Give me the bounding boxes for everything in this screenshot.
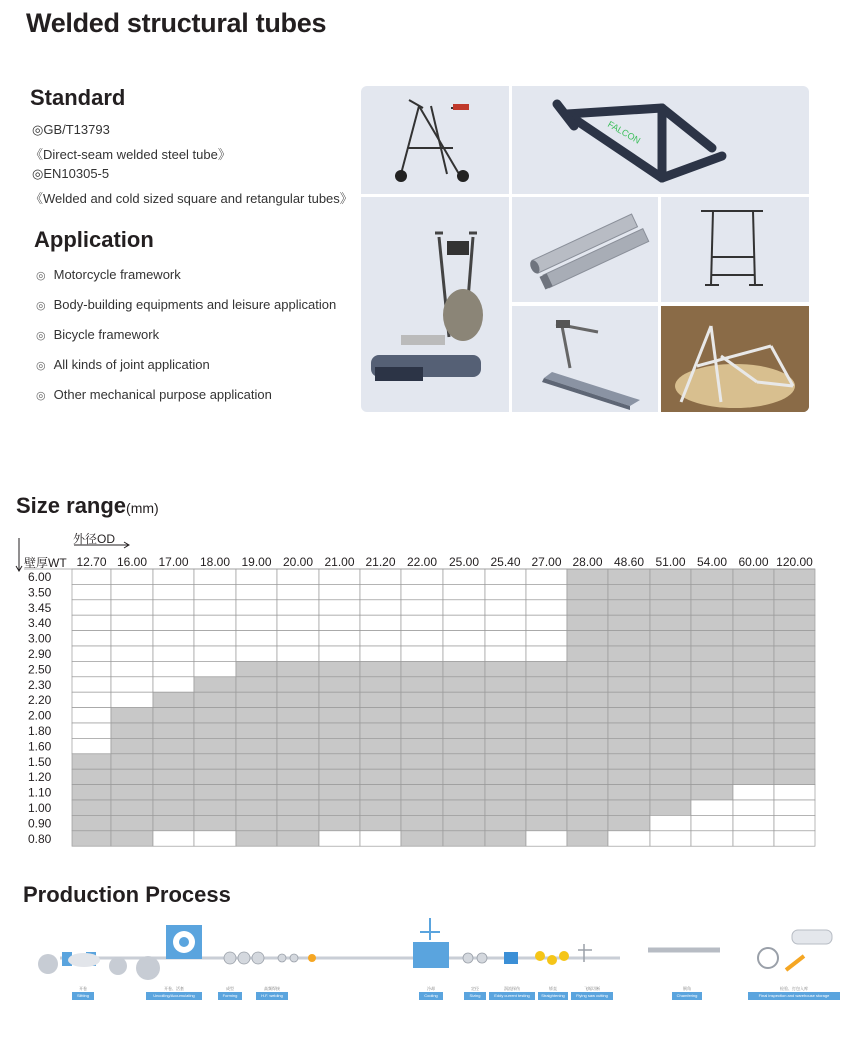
application-item-label: Body-building equipments and leisure application [53,297,337,312]
step-cn-label: 开卷 [79,986,87,991]
straightening-rollers-icon [535,951,569,965]
wt-header-cell: 0.80 [28,831,52,846]
application-item-label: Motorcycle framework [53,267,181,282]
step-en-label: Final inspection and warehouse storage [748,992,840,1000]
application-item-label: Other mechanical purpose application [53,387,272,402]
od-header-cell: 28.00 [572,555,603,569]
od-header-cell: 16.00 [116,555,148,569]
wt-header-cell: 1.20 [28,770,52,785]
step-en-label: Eddy current testing [489,992,535,1000]
step-en-label: Uncoiling/Accumulating [146,992,202,1000]
frame-brand-text: FALCON [606,119,643,146]
od-header-cell: 21.00 [324,555,355,569]
standard-line: ◎EN10305-5 [32,166,110,181]
eddy-current-tester-icon [504,952,518,964]
od-header-cell: 21.20 [365,555,396,569]
standard-line: 《Direct-seam welded steel tube》 [30,147,231,162]
od-header-cell: 60.00 [738,555,769,569]
wt-header-cell: 2.90 [28,647,52,661]
od-header-cell: 54.00 [696,555,728,569]
application-heading: Application [34,227,154,252]
wt-header-cell: 0.90 [28,816,52,831]
slitting-machine-icon [38,952,127,975]
bullet-icon: ◎ [36,300,46,312]
od-header-cell: 18.00 [199,555,231,569]
wt-header-cell: 6.00 [28,570,52,584]
production-process-heading: Production Process [23,882,231,907]
step-cn-label: 倒角 [683,986,691,991]
bullet-icon: ◎ [36,360,46,372]
od-header-cell: 27.00 [531,555,562,569]
bullet-icon: ◎ [36,330,46,342]
step-en-label: Straightening [538,992,568,1000]
wt-header-cell: 2.50 [28,662,52,677]
od-header-cell: 25.40 [490,555,521,569]
step-en-label: Forming [218,992,242,1000]
od-header-cell: 17.00 [158,555,189,569]
wt-header-cell: 1.60 [28,739,52,754]
wt-header-cell: 2.00 [28,708,52,723]
step-cn-label: 飞锯切断 [584,986,600,991]
wt-header-cell: 3.00 [28,631,52,646]
step-cn-label: 涡流探伤 [504,986,520,991]
wt-header-cell: 3.40 [28,616,52,631]
step-en-label: Cooling [419,992,443,1000]
page-title: Welded structural tubes [26,8,327,38]
wt-header-cell: 2.20 [28,693,52,708]
step-cn-label: 成型 [226,986,234,991]
od-header-cell: 120.00 [776,555,813,569]
size-range-title: Size range [16,493,127,518]
cooling-tank-icon [413,918,449,968]
od-header-cell: 25.00 [448,555,480,569]
bullet-icon: ◎ [36,270,46,282]
wt-header-cell: 3.45 [28,600,52,615]
application-item-label: Bicycle framework [53,327,160,342]
od-header-cell: 48.60 [613,555,645,569]
step-en-label: H.F. welding [256,992,288,1000]
od-header-cell: 22.00 [406,555,438,569]
step-cn-label: 高频焊接 [264,986,280,991]
wt-header-cell: 1.10 [28,785,52,800]
step-en-label: Flying saw cutting [571,992,613,1000]
step-cn-label: 矫直 [549,986,557,991]
od-header-cell: 12.70 [76,555,107,569]
standard-line: ◎GB/T13793 [32,122,110,137]
uncoiling-machine-icon [136,925,202,980]
step-cn-label: 定径 [471,986,479,991]
wt-header-cell: 2.30 [28,677,52,692]
wt-header-cell: 1.00 [28,801,52,815]
size-range-unit: (mm) [126,500,159,516]
application-item-label: All kinds of joint application [53,357,210,372]
wt-header-cell: 1.80 [28,724,52,738]
standard-line: 《Welded and cold sized square and retangular tubes》 [30,191,353,206]
step-cn-label: 开卷、活套 [164,986,184,991]
step-cn-label: 检验、打包入库 [780,986,808,991]
standard-heading: Standard [30,85,126,110]
step-en-label: Sizing [464,992,486,1000]
wt-axis-label: 壁厚WT [24,556,67,570]
step-cn-label: 冷却 [427,986,435,991]
bullet-icon: ◎ [36,390,46,402]
od-header-cell: 20.00 [282,555,314,569]
od-axis-label: 外径OD [73,532,116,546]
wt-header-cell: 1.50 [28,754,52,769]
welding-spark-icon [308,954,316,962]
wt-header-cell: 3.50 [28,585,52,600]
od-header-cell: 51.00 [655,555,686,569]
step-en-label: Slitting [72,992,94,1000]
finished-tube-bundle-icon [758,930,832,970]
step-en-label: Chamfering [672,992,702,1000]
od-header-cell: 19.00 [241,555,272,569]
